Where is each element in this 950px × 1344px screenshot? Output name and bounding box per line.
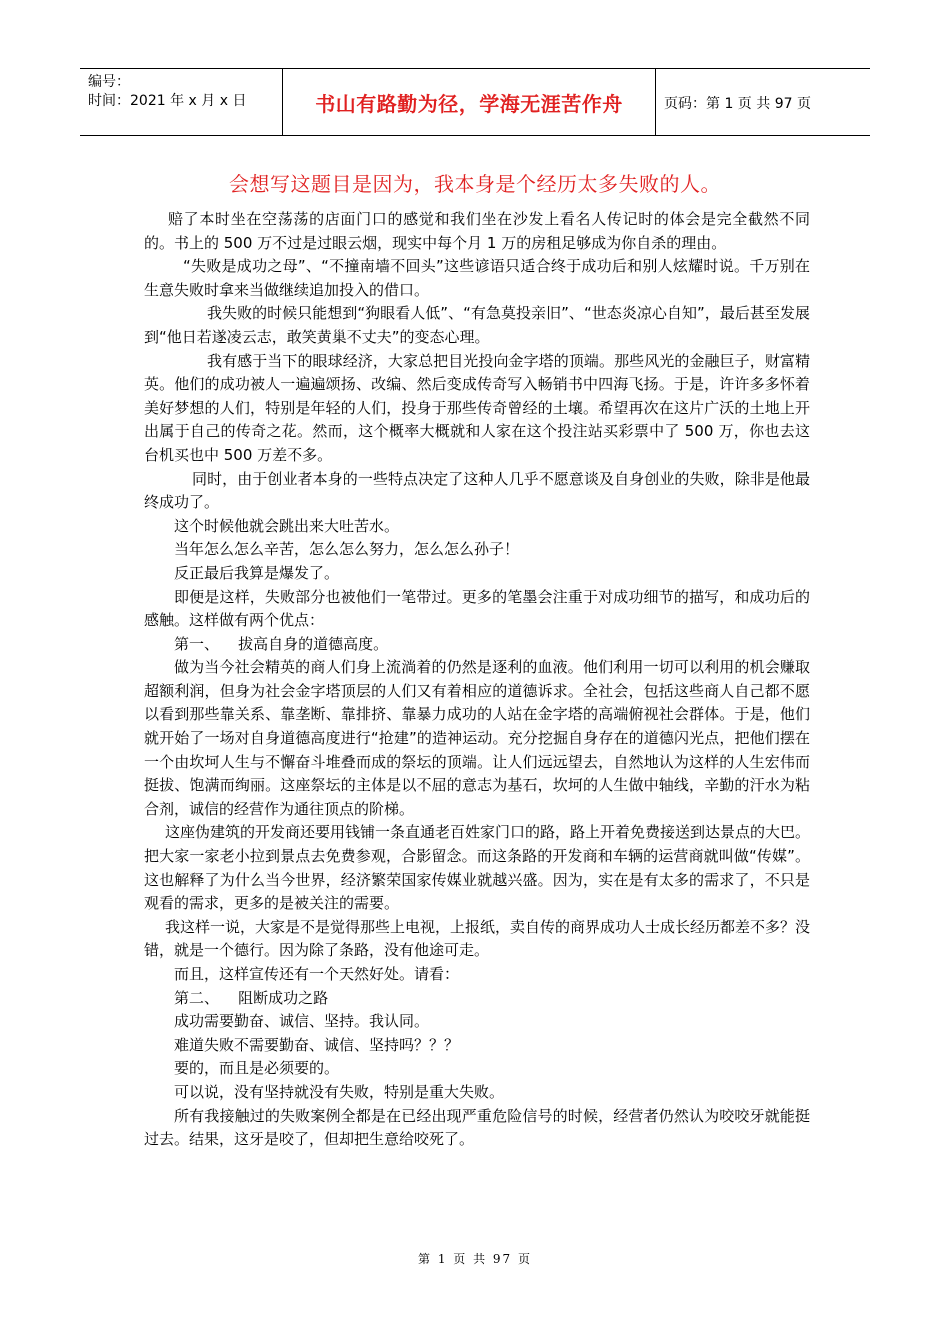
paragraph: 我有感于当下的眼球经济，大家总把目光投向金字塔的顶端。那些风光的金融巨子，财富精英。他们的成功被人一遍遍颂扬、改编、然后变成传奇写入畅销书中四海飞扬。于是，许许多多怀着美好梦想的人们，特别是年轻的人们，投身于那些传奇曾经的土壤。希望再次在这片广沃的土地上开出属于自己的传奇之花。然而，这个概率大概就和人家在这个投注站买彩票中了 500 万，你也去这台机买也中 500 万差不多。 <box>144 351 810 464</box>
paragraph: 这座伪建筑的开发商还要用钱铺一条直通老百姓家门口的路，路上开着免费接送到达景点的大巴。把大家一家老小拉到景点去免费参观，合影留念。而这条路的开发商和车辆的运营商就叫做“传媒”。这也解释了为什么当今世界，经济繁荣国家传媒业就越兴盛。因为，实在是有太多的需求了，不只是观看的需求，更多的是被关注的需要。 <box>144 823 811 913</box>
paragraph: 同时，由于创业者本身的一些特点决定了这种人几乎不愿意谈及自身创业的失败，除非是他最终成功了。 <box>144 469 810 512</box>
paragraph: 这个时候他就会跳出来大吐苦水。 <box>174 516 400 535</box>
page-footer: 第 1 页 共 97 页 <box>418 1252 532 1266</box>
paragraph: 我失败的时候只能想到“狗眼看人低”、“有急莫投亲旧”、“世态炎凉心自知”，最后甚至发展到“他日若遂凌云志，敢笑黄巢不丈夫”的变态心理。 <box>144 304 810 346</box>
header-meta <box>88 73 246 111</box>
paragraph: 反正最后我算是爆发了。 <box>174 563 340 582</box>
paragraph: 所有我接触过的失败案例全都是在已经出现严重危险信号的时候，经营者仍然认为咬咬牙就能挺过去。结果，这牙是咬了，但却把生意给咬死了。 <box>144 1106 810 1149</box>
document-body <box>144 208 810 1152</box>
document-time-label: 时间：2021 年 x 月 x 日 <box>88 93 247 109</box>
header-motto: 书山有路勤为径，学海无涯苦作舟 <box>315 92 623 116</box>
paragraph: 要的，而且是必须要的。 <box>174 1059 340 1078</box>
paragraph: 即便是这样，失败部分也被他们一笔带过。更多的笔墨会注重于对成功细节的描写，和成功后的感触。这样做有两个优点： <box>144 587 810 630</box>
paragraph: 我这样一说，大家是不是觉得那些上电视，上报纸，卖自传的商界成功人士成长经历都差不多？没错，就是一个德行。因为除了条路，没有他途可走。 <box>144 917 811 960</box>
paragraph: 第二、 阻断成功之路 <box>174 988 329 1007</box>
paragraph: 第一、 拔高自身的道德高度。 <box>174 634 389 653</box>
paragraph: 赔了本时坐在空荡荡的店面门口的感觉和我们坐在沙发上看名人传记时的体会是完全截然不同的。书上的 500 万不过是过眼云烟，现实中每个月 1 万的房租足够成为你自杀的理由。 <box>144 210 810 252</box>
paragraph: 成功需要勤奋、诚信、坚持。我认同。 <box>174 1012 430 1031</box>
page-header <box>80 68 870 136</box>
paragraph: 可以说，没有坚持就没有失败，特别是重大失败。 <box>174 1082 505 1101</box>
header-page-info: 页码：第 1 页 共 97 页 <box>664 95 811 112</box>
paragraph: 当年怎么怎么辛苦，怎么怎么努力，怎么怎么孙子！ <box>174 540 520 559</box>
document-title: 会想写这题目是因为，我本身是个经历太多失败的人。 <box>229 172 721 196</box>
paragraph: “失败是成功之母”、“不撞南墙不回头”这些谚语只适合终于成功后和别人炫耀时说。千万别在生意失败时拿来当做继续追加投入的借口。 <box>144 257 810 299</box>
paragraph: 难道失败不需要勤奋、诚信、坚持吗？？？ <box>174 1035 460 1054</box>
header-divider-right <box>655 69 656 136</box>
paragraph: 而且，这样宣传还有一个天然好处。请看： <box>174 965 460 983</box>
paragraph: 做为当今社会精英的商人们身上流淌着的仍然是逐利的血液。他们利用一切可以利用的机会赚取超额利润，但身为社会金字塔顶层的人们又有着相应的道德诉求。全社会，包括这些商人自己都不愿以看到那些靠关系、靠垄断、靠排挤、靠暴力成功的人站在金字塔的高端俯视社会群体。于是，他们就开始了一场对自身道德高度进行“抢建”的造神运动。充分挖掘自身存在的道德闪光点，把他们摆在一个由坎坷人生与不懈奋斗堆叠而成的祭坛的顶端。让人们远远望去，自然地认为这样的人生宏伟而挺拔、饱满而绚丽。这座祭坛的主体是以不屈的意志为基石，坎坷的人生做中轴线，辛勤的汗水为粘合剂，诚信的经营作为通往顶点的阶梯。 <box>144 658 810 818</box>
document-number-label: 编号： <box>88 74 130 90</box>
